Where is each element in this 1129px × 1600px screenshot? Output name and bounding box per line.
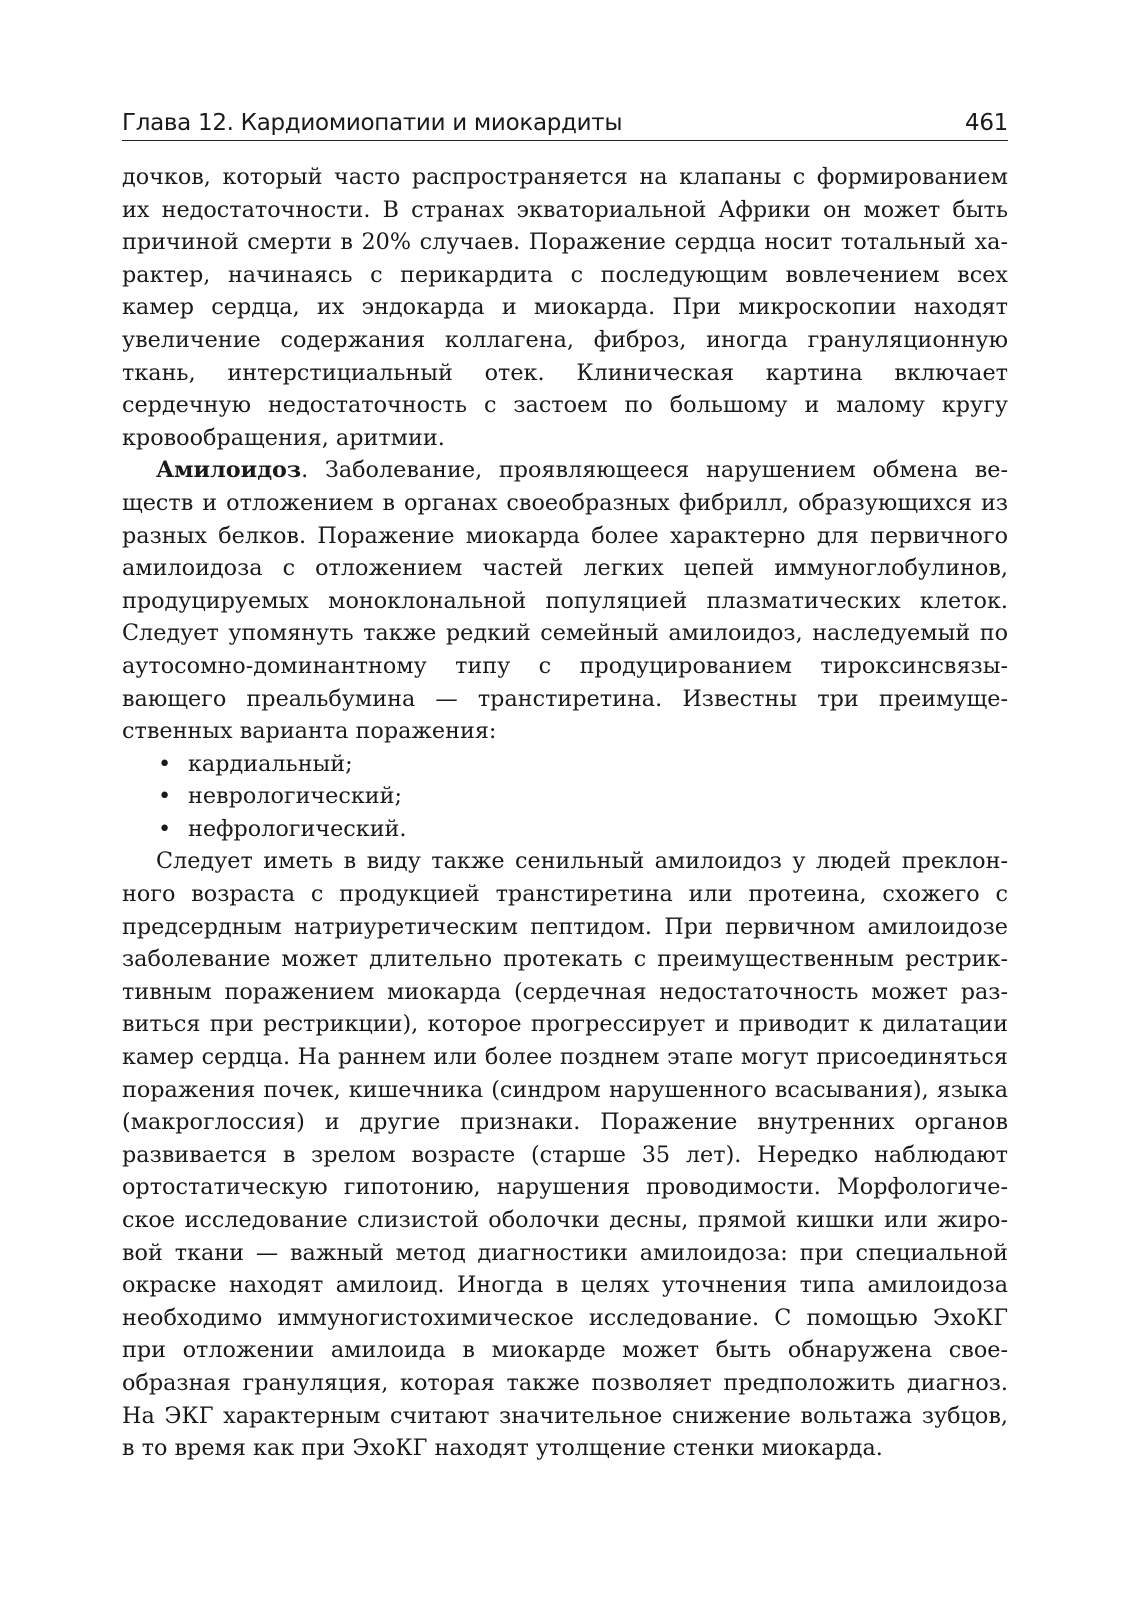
paragraph-senile-amyloidosis: Следует иметь в виду также сенильный амилоидоз у людей преклонного возраста с продукцией транстиретина или протеина, схожего с предсердным натриуретическим пептидом. При первичном амилоидозе заболевание может длительно протекать с преимущественным рестриктивным поражением миокарда (сердечная недостаточность может развиться при рестрикции), которое прогрессирует и приводит к дилатации камер сердца. На раннем или более позднем этапе могут присоединяться поражения почек, кишечника (синдром нарушенного всасывания), языка (макроглоссия) и другие признаки. Поражение внутренних органов развивается в зрелом возрасте (старше 35 лет). Нередко наблюдают ортостатическую гипотонию, нарушения проводимости. Морфологическое исследование слизистой оболочки десны, прямой кишки или жировой ткани — важный метод диагностики амилоидоза: при специальной окраске находят амилоид. Иногда в целях уточнения типа амилоидоза необходимо иммуногистохимическое исследование. С помощью ЭхоКГ при отложении амилоида в миокарде может быть обнаружена своеобразная грануляция, которая также позволяет предположить диагноз. На ЭКГ характерным считают значительное снижение вольтажа зубцов, в то время как при ЭхоКГ находят утолщение стенки миокарда.: [122, 848, 1008, 1462]
list-item: [156, 813, 1008, 846]
list-item-text: неврологический;: [188, 783, 403, 810]
paragraph-amyloidosis-text: . Заболевание, проявляющееся нарушением обмена веществ и отложением в органах своеобразных фибрилл, образующихся из разных белков. Поражение миокарда более характерно для первичного амилоидоза с отложением частей легких цепей иммуноглобулинов, продуцируемых моноклональной популяцией плазматических клеток. Следует упомянуть также редкий семейный амилоидоз, наследуемый по аутосомно-доминантному типу с продуцированием тироксинсвязывающего преальбумина — транстиретина. Известны три преимущественных варианта поражения:: [122, 457, 1008, 745]
lesion-variants-list: [122, 748, 1008, 846]
page-number: 461: [965, 110, 1008, 136]
chapter-title: Глава 12. Кардиомиопатии и миокардиты: [122, 110, 623, 136]
book-page: [122, 108, 1008, 1465]
bullet-icon: •: [158, 815, 172, 842]
bullet-icon: •: [158, 783, 172, 810]
list-item: [156, 748, 1008, 781]
body-text: [122, 161, 1008, 1465]
term-amyloidosis: Амилоидоз: [156, 457, 302, 484]
paragraph-amyloidosis: [122, 454, 1008, 747]
running-header: [122, 108, 1008, 141]
paragraph-continuation: дочков, который часто распространяется на клапаны с формированием их недостаточности. В странах экваториальной Африки он может быть причиной смерти в 20% случаев. Поражение сердца носит тотальный характер, начинаясь с перикардита с последующим вовлечением всех камер сердца, их эндокарда и миокарда. При микроскопии находят увеличение содержания коллагена, фиброз, иногда грануляционную ткань, интерстициальный отек. Клиническая картина включает сердечную недостаточность с застоем по большому и малому кругу кровообращения, аритмии.: [122, 164, 1008, 451]
list-item-text: кардиальный;: [188, 750, 353, 777]
list-item-text: нефрологический.: [188, 815, 407, 842]
list-item: [156, 780, 1008, 813]
bullet-icon: •: [158, 750, 172, 777]
